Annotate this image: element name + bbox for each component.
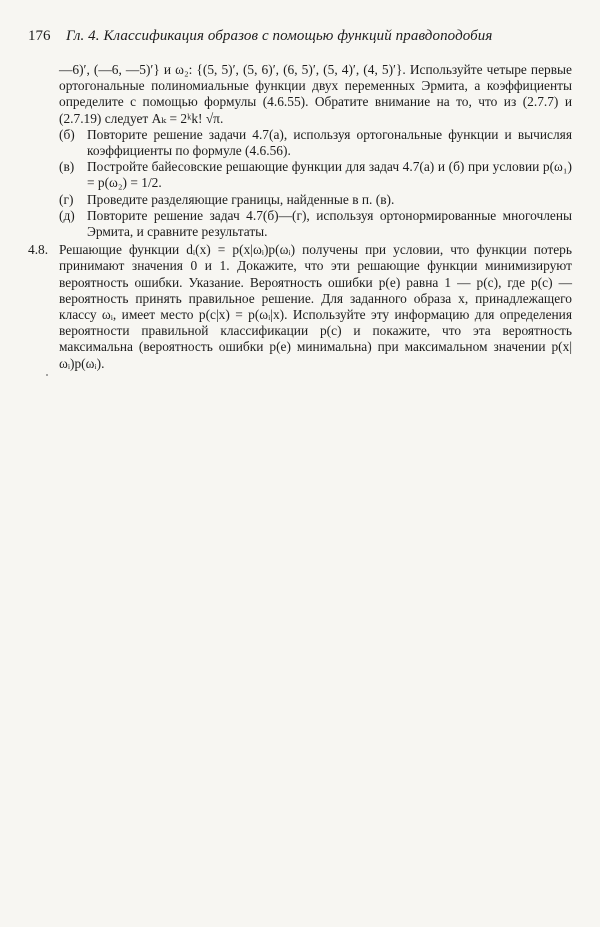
exercise-number: 4.8. xyxy=(28,242,49,258)
subitem-label: (д) xyxy=(59,207,75,223)
subitem-text: Повторите решение задачи 4.7(а), используя ортогональные функции и вычисляя коэффициенты по формуле (4.6.56). xyxy=(87,126,572,159)
subitem-label: (г) xyxy=(59,191,74,207)
subitem-d xyxy=(59,208,572,240)
subitem-label: (в) xyxy=(59,159,75,175)
running-header xyxy=(28,28,573,45)
subitem-b xyxy=(59,127,572,159)
page-body xyxy=(28,62,572,372)
subitem-text: Проведите разделяющие границы, найденные в п. (в). xyxy=(87,191,395,207)
exercise-4-8 xyxy=(28,242,572,372)
subitem-text: Постройте байесовские решающие функции для задач 4.7(а) и (б) при условии p(ω₁) = p(ω₂) = 1/2. xyxy=(87,159,572,191)
subitem-g xyxy=(59,192,572,208)
continuation-paragraph: —6)′, (—6, —5)′} и ω₂: {(5, 5)′, (5, 6)′, (6, 5)′, (5, 4)′, (4, 5)′}. Используйте четыре первые ортогональные полиномиальные функции двух переменных Эрмита, а коэффициенты определите с помощью формулы (4.6.55). Обратите внимание на то, что из (2.7.7) и (2.7.19) следует Aₖ = 2ᵏk! √π. xyxy=(59,62,572,126)
subitem-text: Повторите решение задач 4.7(б)—(г), используя ортонормированные многочлены Эрмита, и сравните результаты. xyxy=(87,207,572,240)
exercise-text: Решающие функции dᵢ(x) = p(x|ωᵢ)p(ωᵢ) получены при условии, что функции потерь принимают значения 0 и 1. Докажите, что эти решающие функции минимизируют вероятность ошибки. Указание. Вероятность ошибки p(e) равна 1 — p(c), где p(c) — вероятность принять правильное решение. Для заданного образа x, принадлежащего классу ωᵢ, имеет место p(c|x) = p(ωᵢ|x). Используйте эту информацию для определения вероятности правильной классификации p(c) и покажите, что эта вероятность максимальна (вероятность ошибки p(e) минимальна) при максимальном значении p(x|ωᵢ)p(ωᵢ). xyxy=(59,242,572,371)
running-title: Гл. 4. Классификация образов с помощью функций правдоподобия xyxy=(66,28,493,44)
subitem-label: (б) xyxy=(59,126,75,142)
subitem-v xyxy=(59,159,572,191)
page-number: 176 xyxy=(28,28,51,44)
margin-dot xyxy=(46,374,48,376)
